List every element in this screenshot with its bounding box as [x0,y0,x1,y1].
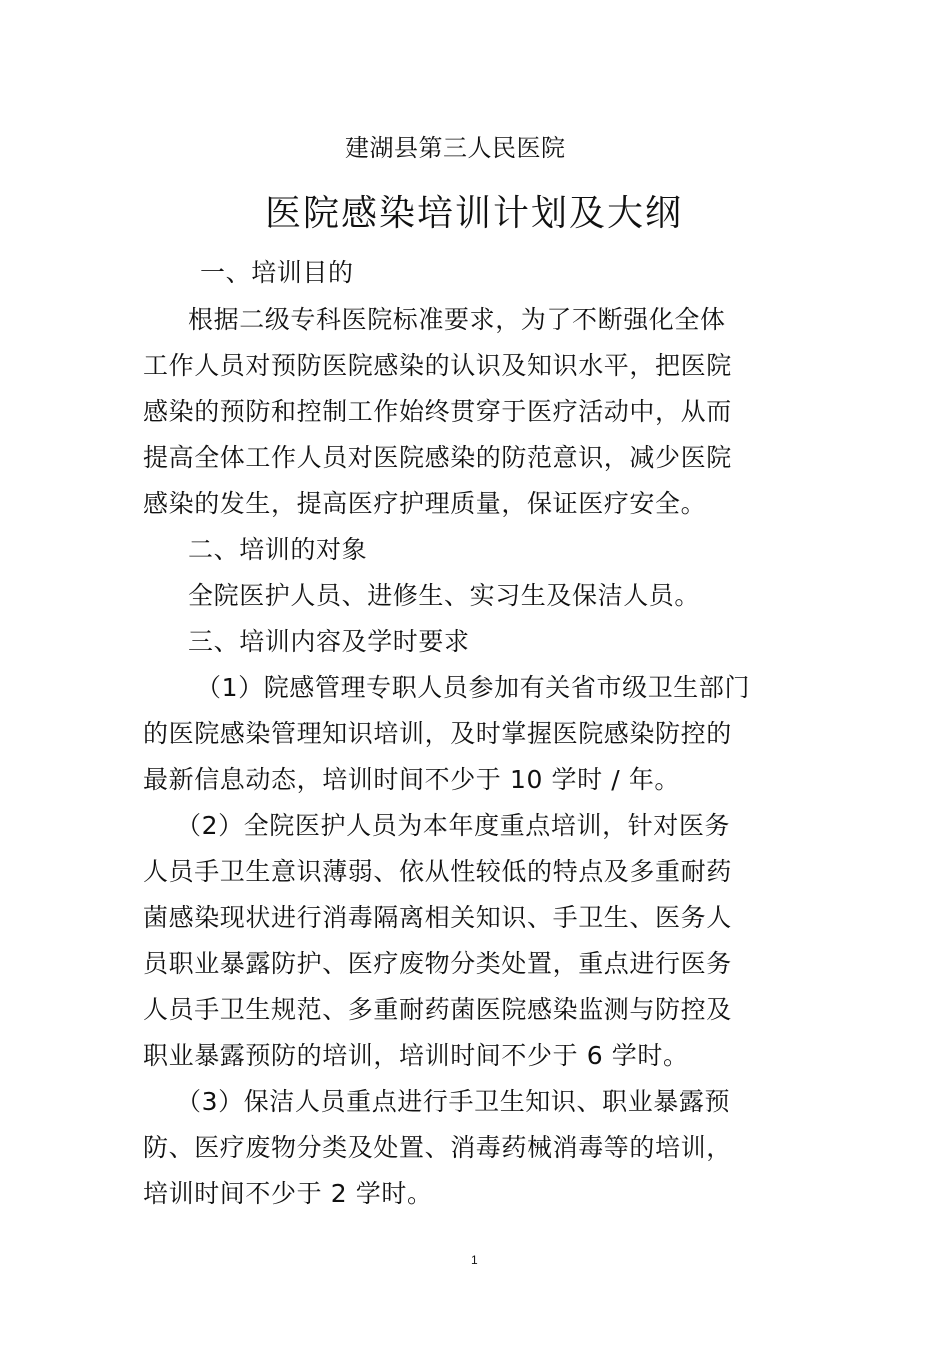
paragraph-line: 全院医护人员、进修生、实习生及保洁人员。 [188,581,701,610]
item-2-line: 员职业暴露防护、医疗废物分类处置，重点进行医务 [143,949,732,978]
paragraph-line: 工作人员对预防医院感染的认识及知识水平，把医院 [143,351,732,380]
hospital-name: 建湖县第三人民医院 [345,134,566,162]
item-3-line: 培训时间不少于 2 学时。 [143,1179,433,1208]
item-1-line: （1）院感管理专职人员参加有关省市级卫生部门 [196,673,751,702]
paragraph-line: 根据二级专科医院标准要求，为了不断强化全体 [188,305,726,334]
document-title: 医院感染培训计划及大纲 [265,193,684,234]
item-2-line: 人员手卫生意识薄弱、依从性较低的特点及多重耐药 [143,857,732,886]
item-3-line: 防、医疗废物分类及处置、消毒药械消毒等的培训， [143,1133,732,1162]
item-2-line: （2）全院医护人员为本年度重点培训，针对医务 [176,811,731,840]
item-2-line: 职业暴露预防的培训，培训时间不少于 6 学时。 [143,1041,689,1070]
section-heading-audience: 二、培训的对象 [188,535,368,564]
item-2-line: 人员手卫生规范、多重耐药菌医院感染监测与防控及 [143,995,732,1024]
item-1-line: 最新信息动态，培训时间不少于 10 学时 / 年。 [143,765,681,794]
item-2-line: 菌感染现状进行消毒隔离相关知识、手卫生、医务人 [143,903,732,932]
paragraph-line: 提高全体工作人员对医院感染的防范意识，减少医院 [143,443,732,472]
item-1-line: 的医院感染管理知识培训，及时掌握医院感染防控的 [143,719,732,748]
section-heading-purpose: 一、培训目的 [200,258,354,287]
paragraph-line: 感染的预防和控制工作始终贯穿于医疗活动中，从而 [143,397,732,426]
section-heading-content: 三、培训内容及学时要求 [188,627,470,656]
item-3-line: （3）保洁人员重点进行手卫生知识、职业暴露预 [176,1087,731,1116]
paragraph-line: 感染的发生，提高医疗护理质量，保证医疗安全。 [143,489,707,518]
page-number: 1 [471,1253,478,1267]
